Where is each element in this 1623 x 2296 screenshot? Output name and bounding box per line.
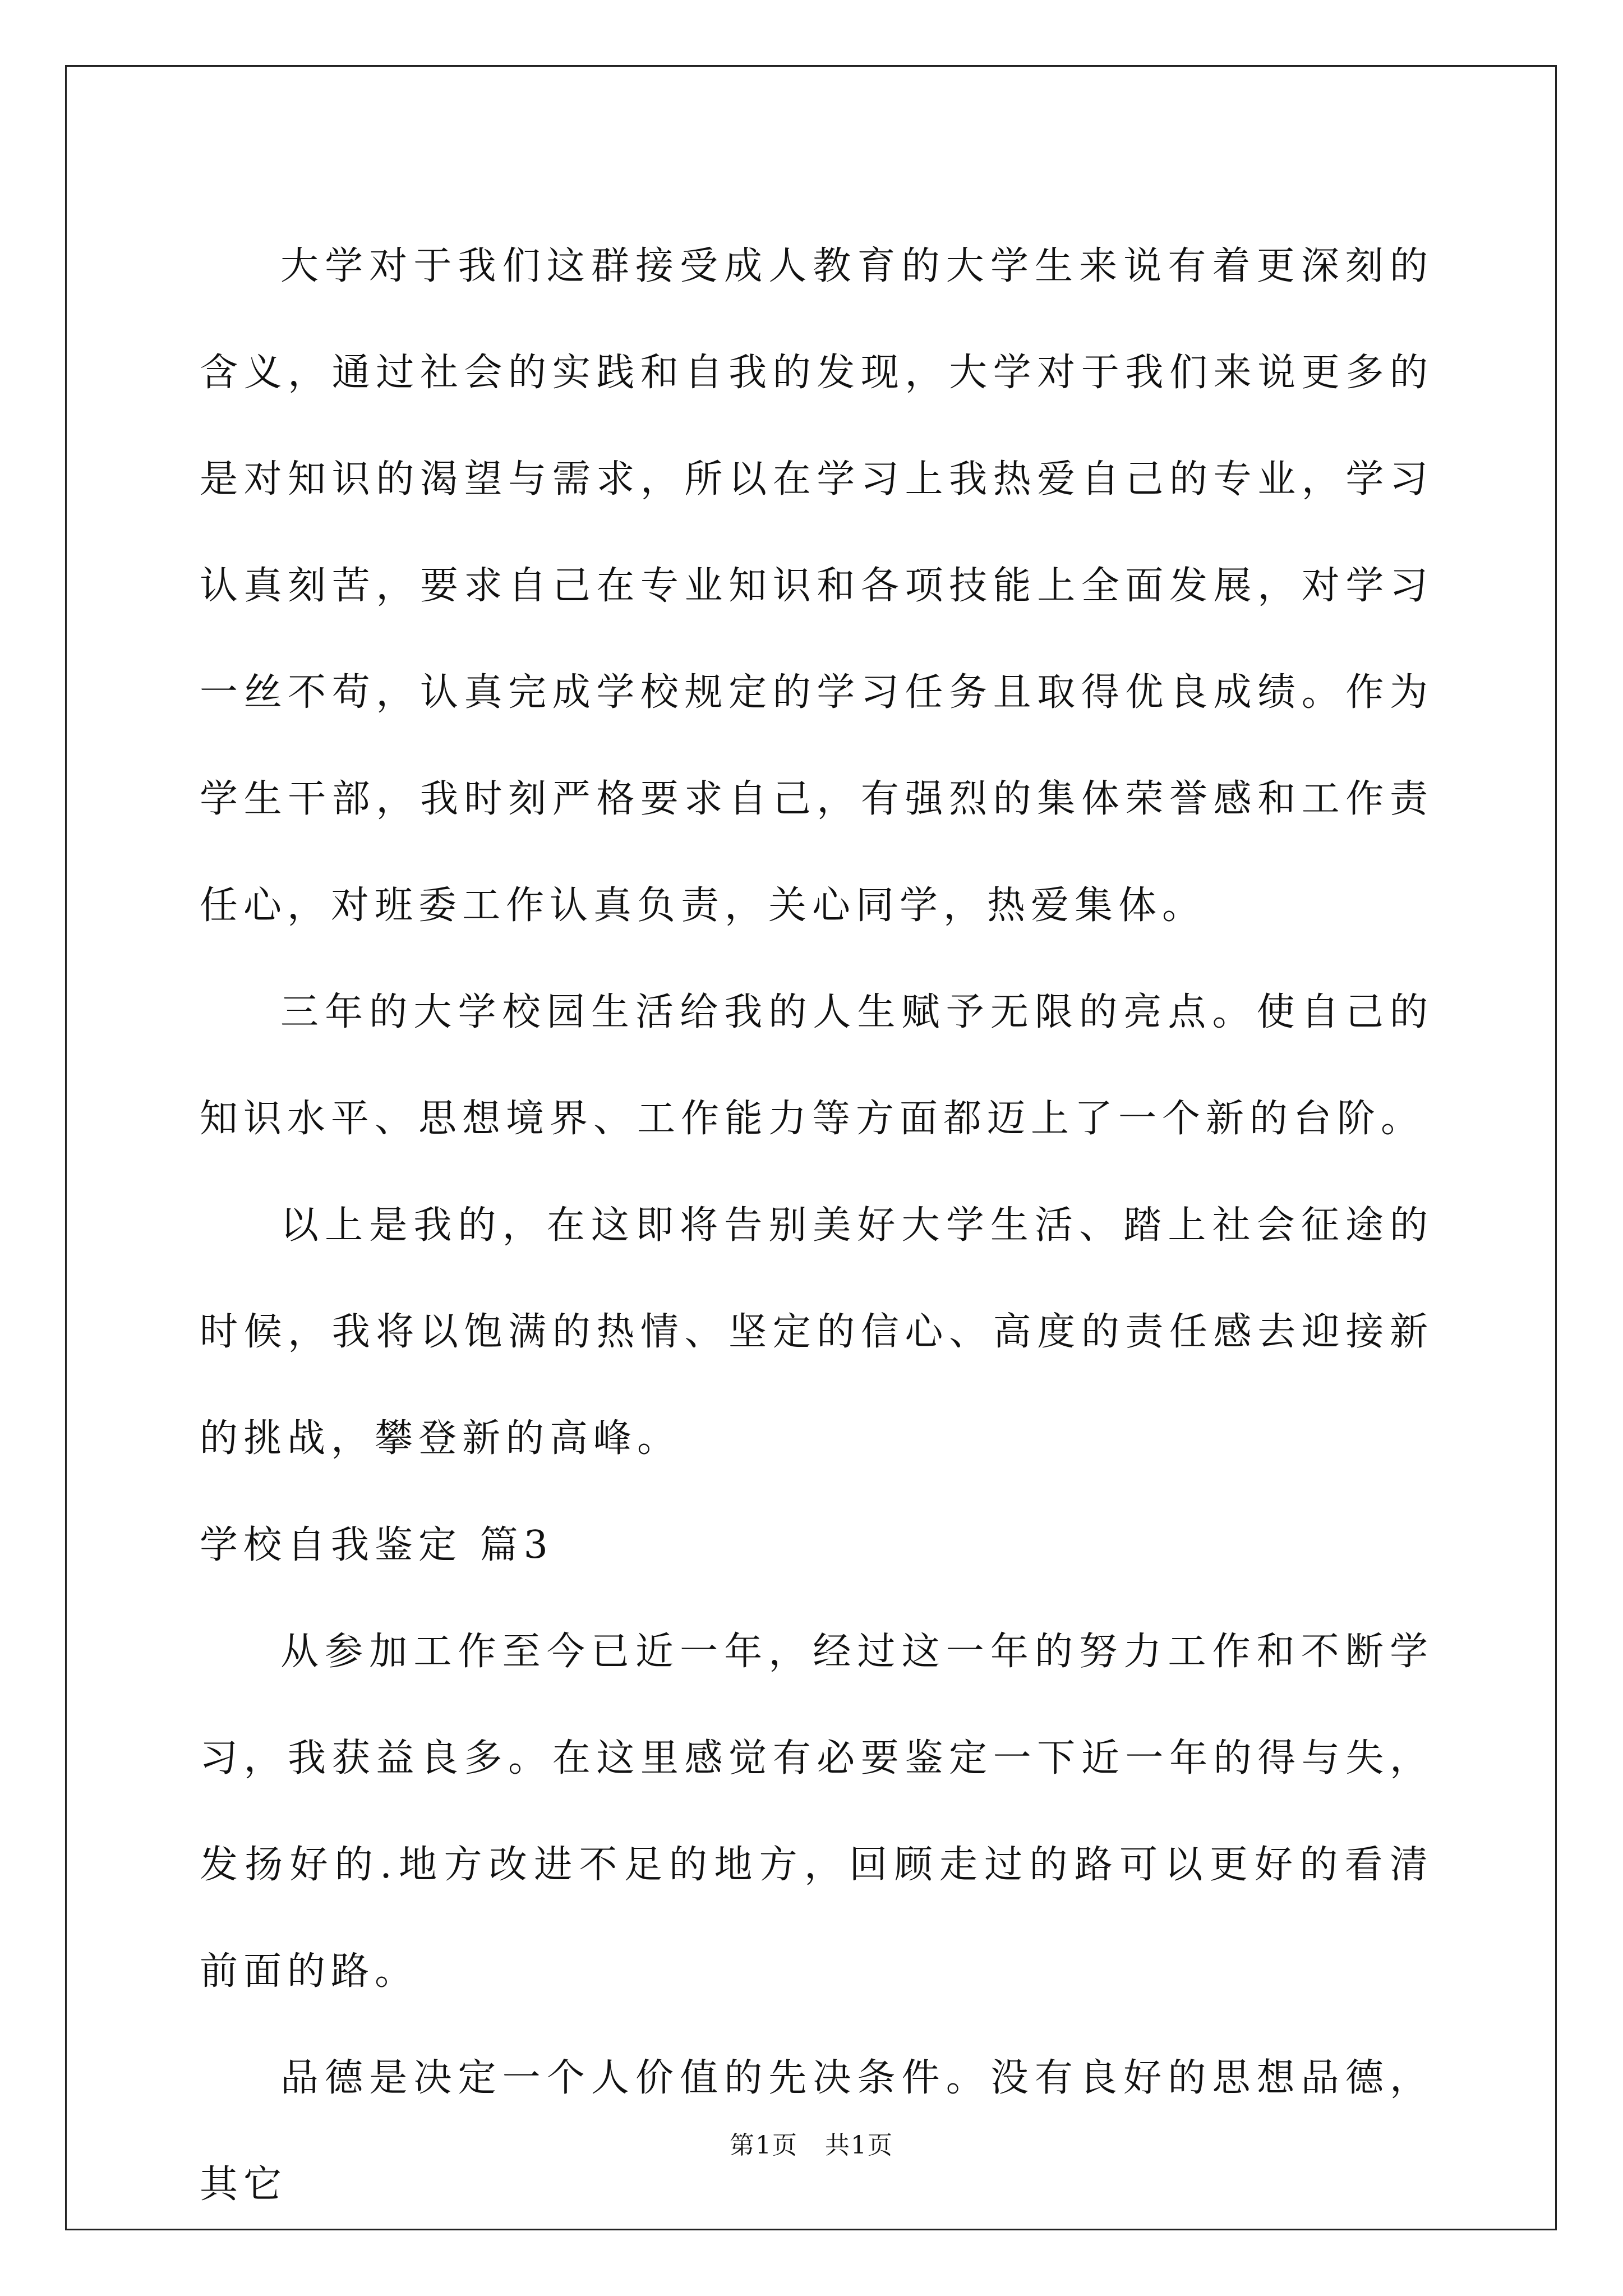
page-footer (0, 2129, 1623, 2162)
paragraph-2: 三年的大学校园生活给我的人生赋予无限的亮点。使自己的知识水平、思想境界、工作能力等方面都迈上了一个新的台阶。 (200, 990, 1433, 1141)
page-number: 第1页 (730, 2131, 799, 2160)
page-total: 共1页 (824, 2131, 893, 2160)
paragraph-5: 品德是决定一个人价值的先决条件。没有良好的思想品德，其它 (200, 2056, 1433, 2207)
paragraph-3: 以上是我的，在这即将告别美好大学生活、踏上社会征途的时候，我将以饱满的热情、坚定的信心、高度的责任感去迎接新的挑战，攀登新的高峰。 (200, 1203, 1433, 1461)
paragraph-4: 从参加工作至今已近一年，经过这一年的努力工作和不断学习，我获益良多。在这里感觉有必要鉴定一下近一年的得与失，发扬好的.地方改进不足的地方，回顾走过的路可以更好的看清前面的路。 (200, 1630, 1433, 1994)
section-heading: 学校自我鉴定 篇3 (200, 1523, 554, 1567)
document-body (200, 213, 1433, 2238)
paragraph-1: 大学对于我们这群接受成人教育的大学生来说有着更深刻的含义，通过社会的实践和自我的发现，大学对于我们来说更多的是对知识的渴望与需求，所以在学习上我热爱自己的专业，学习认真刻苦，要求自己在专业知识和各项技能上全面发展，对学习一丝不苟，认真完成学校规定的学习任务且取得优良成绩。作为学生干部，我时刻严格要求自己，有强烈的集体荣誉感和工作责任心，对班委工作认真负责，关心同学，热爱集体。 (200, 244, 1433, 928)
